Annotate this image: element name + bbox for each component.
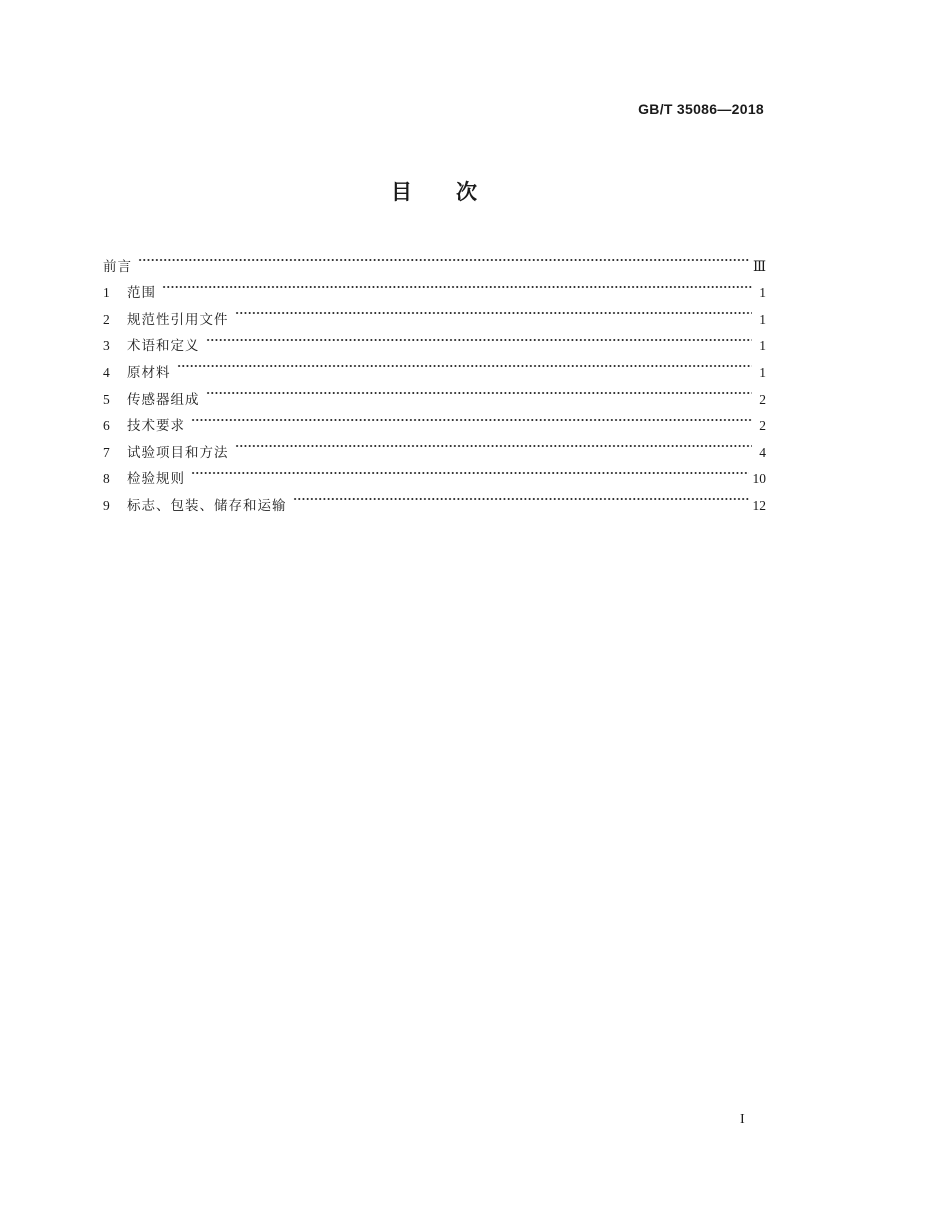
- toc-entry-page: 4: [759, 444, 766, 460]
- toc-entry-label: 术语和定义: [127, 338, 200, 355]
- toc-entry-label: 前言: [103, 258, 132, 275]
- toc-entry-number: 3: [103, 338, 110, 354]
- toc-entry-9[interactable]: [103, 483, 766, 514]
- toc-entry-number: 7: [103, 444, 110, 460]
- toc-entry-7[interactable]: [103, 430, 766, 461]
- toc-entry-label: 标志、包装、储存和运输: [127, 497, 287, 514]
- toc-leader-dots: [162, 271, 752, 298]
- toc-entry-number: 9: [103, 497, 110, 513]
- toc-leader-dots: [191, 404, 752, 431]
- toc-leader-dots: [138, 244, 749, 271]
- toc-entry-number: 6: [103, 418, 110, 434]
- standard-code: GB/T 35086—2018: [638, 101, 764, 117]
- toc-entry-label: 技术要求: [127, 418, 185, 435]
- toc-leader-dots: [293, 483, 749, 510]
- toc-entry-number: 8: [103, 471, 110, 487]
- toc-entry-label: 试验项目和方法: [127, 444, 229, 461]
- toc-leader-dots: [177, 350, 753, 377]
- toc-leader-dots: [235, 430, 753, 457]
- toc-entry-number: 4: [103, 364, 110, 380]
- toc-entry-number: 2: [103, 311, 110, 327]
- toc-leader-dots: [206, 377, 753, 404]
- toc-entry-number: 5: [103, 391, 110, 407]
- toc-entry-page: 1: [759, 311, 766, 327]
- toc-leader-dots: [191, 457, 749, 484]
- toc-entry-page: 12: [752, 497, 766, 513]
- toc-entry-8[interactable]: [103, 457, 766, 488]
- toc-entry-page: 10: [752, 471, 766, 487]
- toc-entry-page: 1: [759, 338, 766, 354]
- toc-title: 目次: [391, 180, 521, 204]
- toc-entry-6[interactable]: [103, 404, 766, 435]
- toc-entry-number: 1: [103, 285, 110, 301]
- toc-entry-5[interactable]: [103, 377, 766, 408]
- toc-list: [103, 244, 766, 514]
- toc-entry-page: 2: [759, 391, 766, 407]
- toc-entry-page: 1: [759, 364, 766, 380]
- toc-entry-4[interactable]: [103, 350, 766, 381]
- toc-entry-1[interactable]: [103, 271, 766, 302]
- toc-entry-preface[interactable]: [103, 244, 766, 275]
- toc-leader-dots: [235, 297, 753, 324]
- toc-leader-dots: [206, 324, 753, 351]
- page-number: I: [740, 1112, 745, 1127]
- toc-entry-label: 原材料: [127, 364, 171, 381]
- toc-entry-label: 规范性引用文件: [127, 311, 229, 328]
- toc-entry-label: 范围: [127, 285, 156, 302]
- toc-entry-page: 1: [759, 285, 766, 301]
- toc-entry-label: 传感器组成: [127, 391, 200, 408]
- toc-entry-label: 检验规则: [127, 471, 185, 488]
- toc-entry-page: 2: [759, 418, 766, 434]
- toc-entry-page: Ⅲ: [752, 258, 766, 274]
- toc-entry-2[interactable]: [103, 297, 766, 328]
